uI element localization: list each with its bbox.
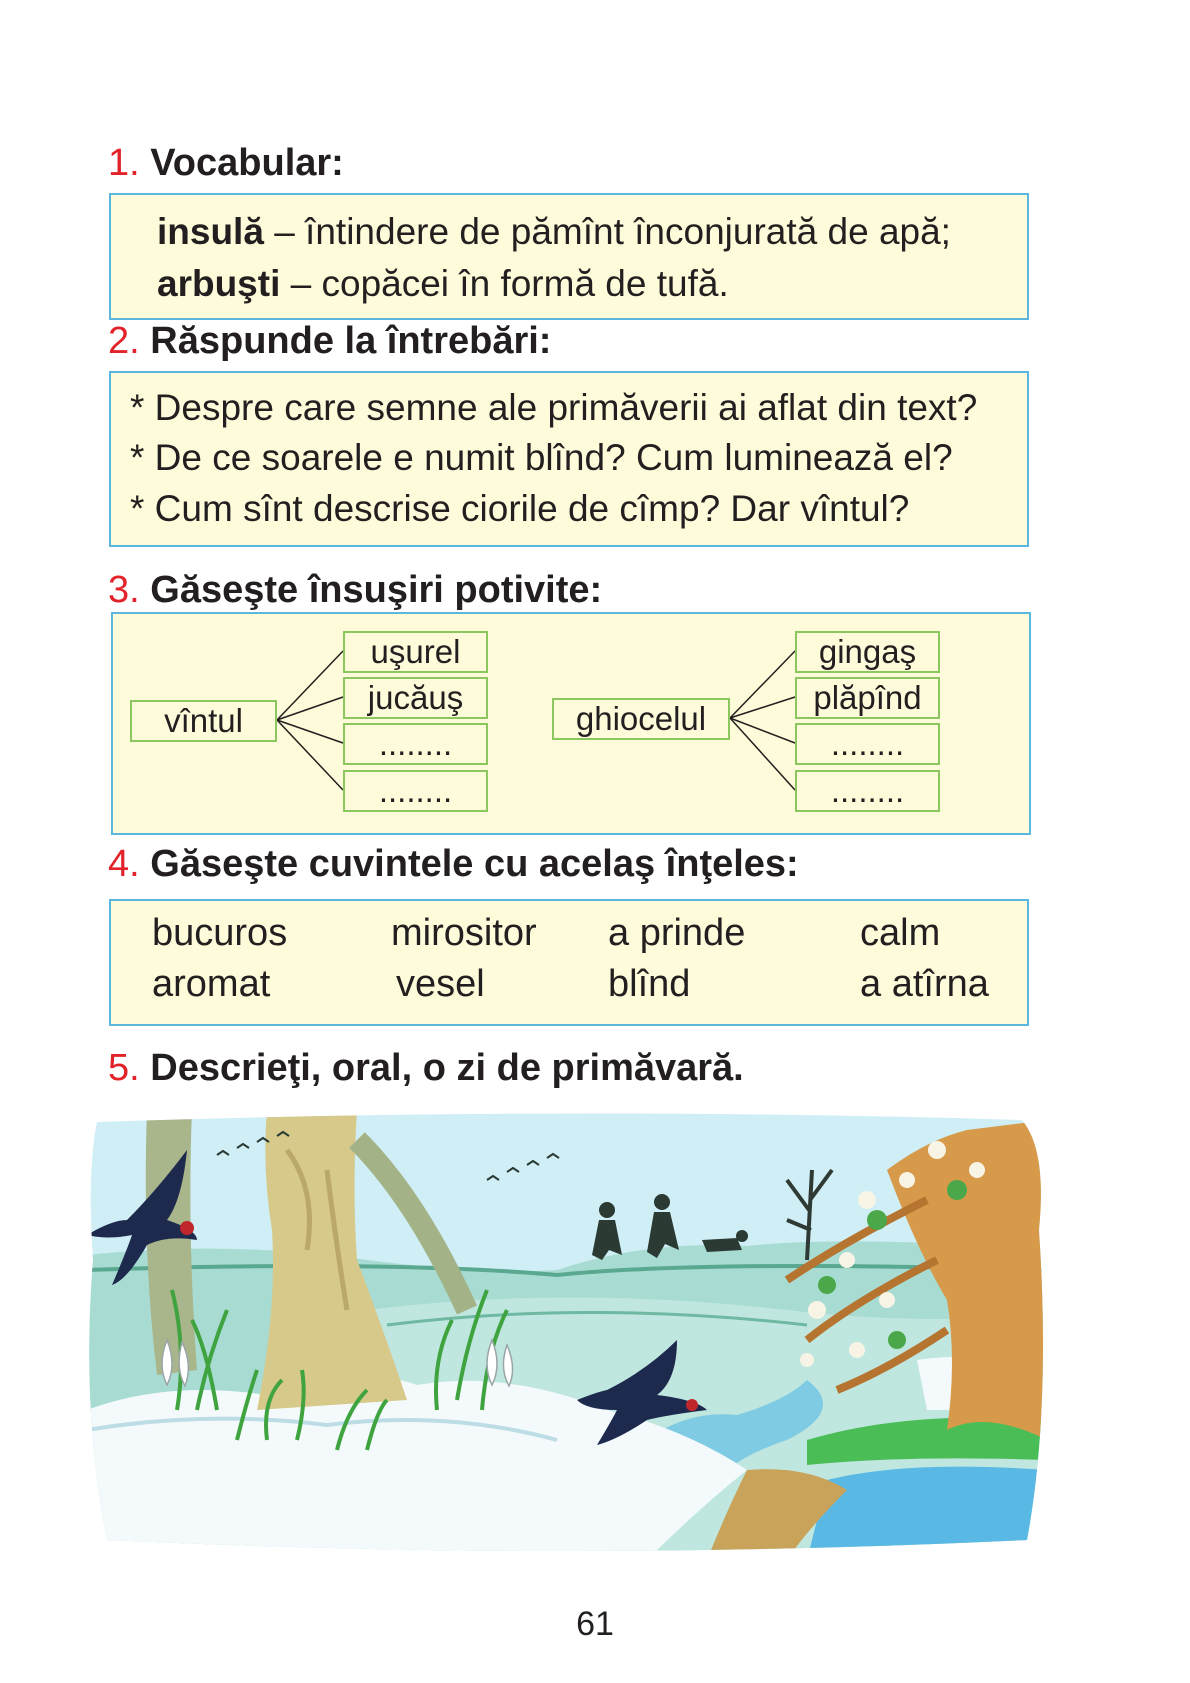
noun-box-ghiocelul: ghiocelul [552, 698, 730, 740]
attribute-box: ........ [795, 770, 940, 812]
attribute-box: jucăuş [343, 677, 488, 719]
attribute-box: uşurel [343, 631, 488, 673]
vocab-term: arbuşti [157, 263, 281, 304]
synonym-word: vesel [396, 963, 485, 1005]
attribute-box: gingaş [795, 631, 940, 673]
noun-box-vintul: vîntul [130, 700, 277, 742]
ex4-title: Găseşte cuvintele cu acelaş înţeles: [150, 843, 799, 885]
synonym-word: blînd [608, 963, 691, 1005]
vocab-term: insulă [157, 211, 264, 252]
ex4-number: 4. [108, 843, 140, 885]
ex1-title: Vocabular: [150, 142, 344, 184]
attribute-box: ........ [343, 770, 488, 812]
attribute-box: plăpînd [795, 677, 940, 719]
question-item: * Despre care semne ale primăverii ai aflat din text? [130, 387, 978, 428]
page-number: 61 [576, 1605, 614, 1643]
synonym-word: mirositor [391, 912, 537, 954]
ex5-heading [108, 1047, 744, 1090]
vocab-definition: – întindere de pămînt înconjurată de apă; [263, 211, 951, 252]
synonym-word: aromat [152, 963, 271, 1005]
synonym-word: bucuros [152, 912, 288, 954]
question-item: * Cum sînt descrise ciorile de cîmp? Dar vîntul? [130, 488, 910, 529]
ex2-number: 2. [108, 320, 140, 362]
question-item: * De ce soarele e numit blînd? Cum luminează el? [130, 437, 953, 478]
spring-landscape-illustration [87, 1110, 1047, 1560]
ex3-title: Găseşte însuşiri potivite: [150, 569, 603, 611]
synonym-word: a prinde [608, 912, 746, 954]
ex5-number: 5. [108, 1047, 140, 1089]
ex2-title: Răspunde la întrebări: [150, 320, 552, 362]
ex3-number: 3. [108, 569, 140, 611]
ex1-number: 1. [108, 142, 140, 184]
synonym-word: a atîrna [860, 963, 989, 1005]
attribute-box: ........ [795, 723, 940, 765]
vocab-definition: – copăcei în formă de tufă. [280, 263, 729, 304]
synonym-word: calm [860, 912, 941, 954]
ex5-title: Descrieţi, oral, o zi de primăvară. [150, 1047, 744, 1089]
attribute-box: ........ [343, 723, 488, 765]
ex4-heading [108, 843, 799, 886]
